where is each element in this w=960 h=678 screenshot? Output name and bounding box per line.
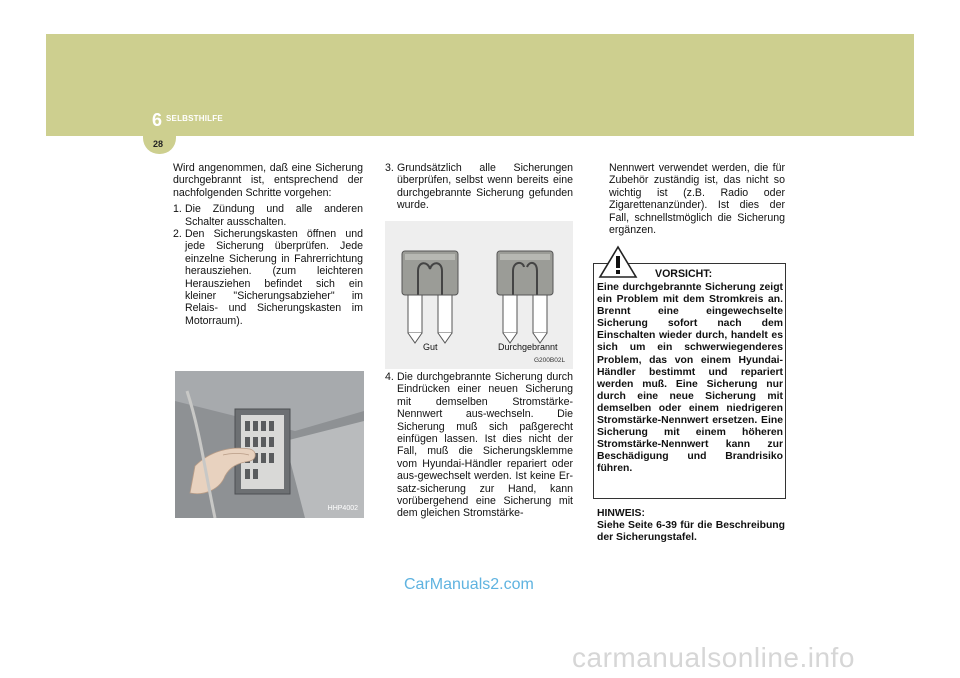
- blown-fuse-shape: [497, 251, 553, 343]
- page-number: 28: [153, 139, 164, 149]
- warning-text: Eine durchgebrannte Sicherung zeigt ein Problem mit dem Stromkreis an. Brennt eine eingewechselte Sicherung sofort nach dem Einschalten wieder durch, handelt es sich um ein schwerwiegenderes Problem, das von einem Hyundai-Händler bestimmt und repariert werden muß. Eine Sicherung nur durch eine neue Sicherung mit demselben oder einem niedrigeren Stromstärke-Nennwert ersetzen. Eine Sicherung mit einem höheren Stromstärke-Nennwert kann zur Beschädigung und Brandrisiko führen.: [597, 282, 783, 475]
- continued-paragraph: Nennwert verwendet werden, die für Zubehör zuständig ist, das nicht so wichtig ist (z.B. Radio oder Zigarettenanzünder). Ist dies der Fall, schnellstmöglich die Sicherung ergänzen.: [609, 162, 785, 237]
- watermark-site: carmanualsonline.info: [572, 642, 855, 673]
- fuse-box-illustration: [175, 371, 364, 518]
- list-item: [385, 162, 573, 212]
- warning-title: VORSICHT:: [655, 268, 713, 280]
- list-text: Grundsätzlich alle Sicherungen überprüfen, selbst wenn bereits eine durchgebrannte Sicherung gefunden wurde.: [397, 162, 573, 212]
- chapter-number: 6: [152, 110, 163, 130]
- note-title: HINWEIS:: [597, 508, 645, 519]
- intro-paragraph: Wird angenommen, daß eine Sicherung durchgebrannt ist, entsprechend der nachfolgenden Schritte vorgehen:: [173, 162, 363, 199]
- fuse-figure: [385, 221, 573, 369]
- list-number: 4.: [385, 371, 394, 383]
- list-item: [173, 228, 363, 327]
- label-blown: Durchgebrannt: [498, 342, 558, 352]
- list-text: Die Zündung und alle anderen Schalter ausschalten.: [185, 203, 363, 228]
- note-block: [597, 508, 785, 545]
- section-title: SELBSTHILFE: [166, 114, 223, 123]
- warning-triangle-icon: [598, 245, 638, 279]
- column-3: [597, 162, 785, 240]
- list-item: [385, 371, 573, 520]
- list-item: [173, 203, 363, 228]
- list-number: 1.: [173, 203, 182, 216]
- photo-code: HHP4002: [327, 505, 358, 512]
- good-fuse-shape: [402, 251, 458, 343]
- fuse-box-photo: [175, 371, 364, 518]
- list-text: Die durchgebrannte Sicherung durch Eindrücken einer neuen Sicherung mit demselben Stromstärke-Nennwert aus-wechseln. Die Sicherung muß sich paßgerecht einfügen lassen. Ist dies nicht der Fall, muß die Sicherungsklemme vom Hyundai-Händler repariert oder aus-gewechselt werden. Ist keine Er-satz-sicherung zur Hand, kann vorübergehend eine Sicherung mit dem gleichen Stromstärke-: [397, 371, 573, 520]
- note-text: Siehe Seite 6-39 für die Beschreibung der Sicherungstafel.: [597, 520, 785, 544]
- column-2: [385, 162, 573, 212]
- label-good: Gut: [423, 342, 438, 352]
- column-2-continued: [385, 371, 573, 520]
- figure-code: G200B02L: [534, 357, 566, 364]
- list-text: Den Sicherungskasten öffnen und jede Sicherung überprüfen. Jede einzelne Sicherung in Fahrerrichtung herausziehen. (zum leichteren Herausziehen befindet sich ein kleiner "Sicherungsabzieher" im Relais- und Sicherungskasten im Motorraum).: [185, 228, 363, 327]
- watermark-brand: CarManuals2.com: [404, 576, 534, 593]
- list-number: 2.: [173, 228, 182, 241]
- list-number: 3.: [385, 162, 394, 174]
- column-1: [173, 162, 363, 327]
